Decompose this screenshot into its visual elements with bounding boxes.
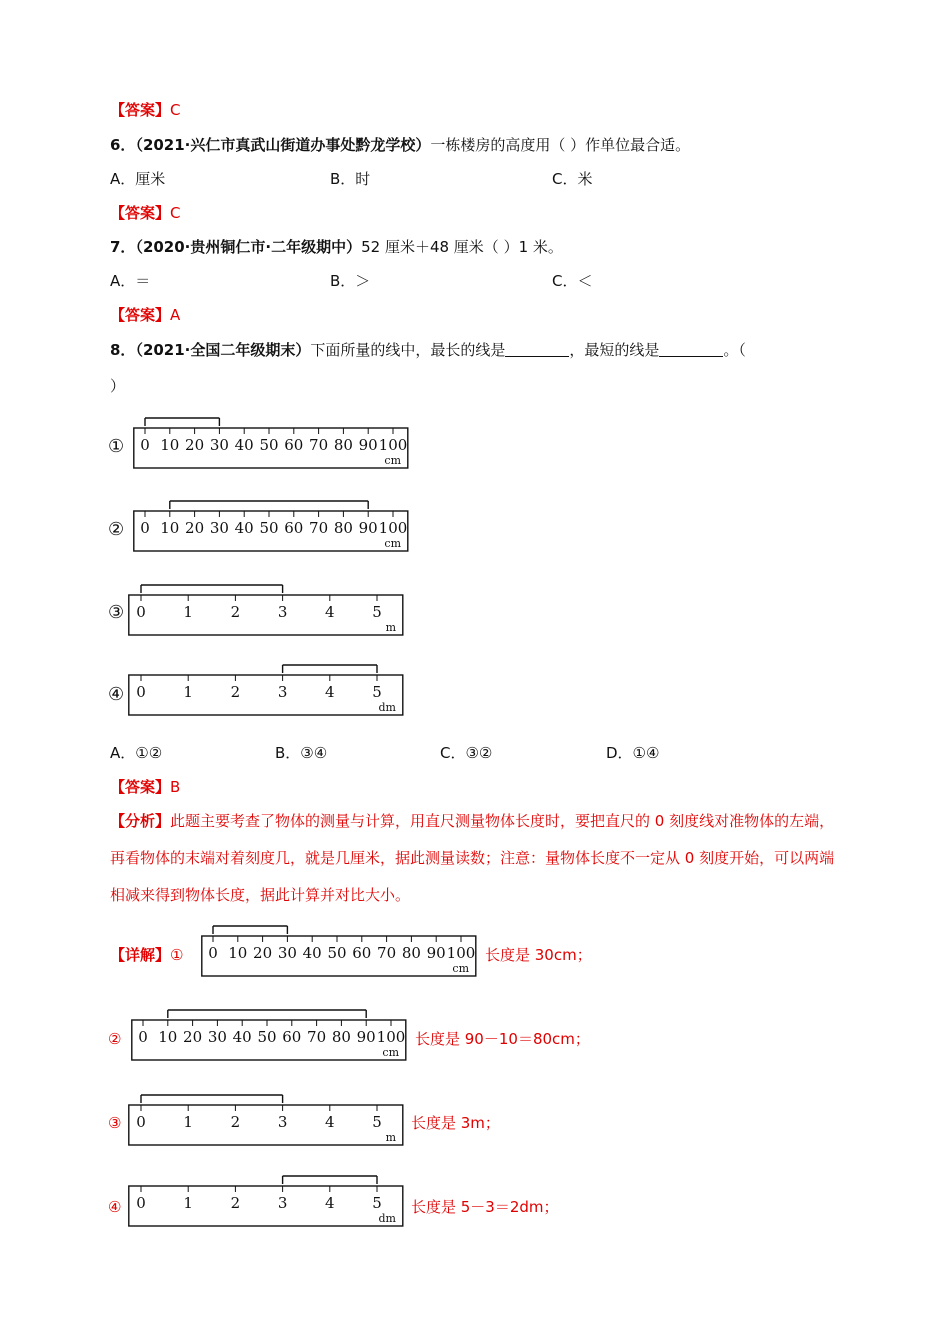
ruler-tick-label: 90 (356, 1028, 376, 1046)
answer-value: A (170, 306, 181, 324)
detail-mark-1: ① (170, 946, 184, 964)
ruler-tick-label: 0 (136, 1113, 146, 1131)
ruler-mark-1: ① (108, 436, 125, 457)
ruler-tick-label: 30 (209, 519, 229, 537)
ruler-tick-label: 90 (358, 436, 378, 454)
answer-label: 【答案】 (110, 778, 171, 796)
ruler-tick-label: 30 (207, 1028, 227, 1046)
ruler-mark-4: ④ (108, 684, 125, 705)
q8-option-a: A．①② (110, 744, 163, 762)
ruler-tick-label: 80 (331, 1028, 351, 1046)
answer-label: 【答案】 (110, 101, 171, 119)
answer-q5 (110, 100, 181, 120)
ruler-tick-label: 70 (377, 944, 397, 962)
question-source: （2021·全国二年级期末） (135, 341, 311, 359)
ruler-tick-label: 4 (325, 683, 335, 701)
ruler-tick-label: 80 (333, 519, 353, 537)
ruler-unit-label: m (385, 1131, 396, 1144)
ruler-svg (128, 661, 406, 717)
ruler-tick-label: 10 (160, 436, 180, 454)
q7-option-a: A．＝ (110, 272, 151, 290)
ruler-2 (133, 497, 411, 553)
q6-option-a: A．厘米 (110, 170, 166, 188)
question-8 (110, 340, 746, 360)
ruler-tick-label: 4 (325, 1113, 335, 1131)
ruler-tick-label: 40 (234, 436, 254, 454)
detail-row-1-label (110, 945, 183, 965)
detail-result-2: 长度是 90－10＝80cm； (415, 1030, 590, 1048)
answer-value: C (170, 101, 181, 119)
ruler-svg (128, 1172, 406, 1228)
ruler-tick-label: 10 (160, 519, 180, 537)
ruler-tick-label: 1 (183, 1113, 193, 1131)
detail-result-4: 长度是 5－3＝2dm； (411, 1198, 559, 1216)
ruler-tick-label: 40 (232, 1028, 252, 1046)
q7-option-b: B．＞ (330, 272, 371, 290)
detail-result-3: 长度是 3m； (411, 1114, 500, 1132)
ruler-tick-label: 5 (372, 1194, 382, 1212)
ruler-tick-label: 20 (253, 944, 273, 962)
detail-mark-4: ④ (108, 1198, 122, 1216)
ruler-tick-label: 20 (183, 1028, 203, 1046)
ruler-tick-label: 60 (352, 944, 372, 962)
ruler-tick-label: 5 (372, 1113, 382, 1131)
ruler-tick-label: 100 (378, 436, 408, 454)
ruler-tick-label: 90 (426, 944, 446, 962)
answer-q6 (110, 203, 181, 223)
q8-option-b: B．③④ (275, 744, 328, 762)
ruler-body (129, 1105, 403, 1145)
ruler-tick-label: 70 (309, 519, 329, 537)
ruler-body (129, 675, 403, 715)
ruler-svg (133, 497, 411, 553)
ruler-tick-label: 3 (277, 1113, 288, 1131)
ruler-tick-label: 60 (282, 1028, 302, 1046)
detail-ruler-4 (128, 1172, 406, 1228)
ruler-unit-label: dm (378, 1212, 396, 1225)
ruler-body (129, 1186, 403, 1226)
question-number: 8． (110, 341, 136, 359)
detail-mark-2: ② (108, 1030, 122, 1048)
question-text: 52 厘米＋48 厘米（ ）1 米。 (361, 238, 563, 256)
ruler-tick-label: 5 (372, 683, 382, 701)
ruler-mark-3: ③ (108, 602, 125, 623)
detail-ruler-2 (131, 1006, 409, 1062)
detail-ruler-1 (201, 922, 479, 978)
ruler-tick-label: 70 (307, 1028, 327, 1046)
ruler-tick-label: 10 (158, 1028, 178, 1046)
analysis-text: 此题主要考查了物体的测量与计算，用直尺测量物体长度时，要把直尺的 0 刻度线对准物体的左端，再看物体的末端对着刻度几，就是几厘米，据此测量读数；注意：量物体长度不一定从 0 刻度开始，可以两端相减来得到物体长度，据此计算并对比大小。 (110, 812, 835, 904)
analysis-label: 【分析】 (110, 812, 171, 830)
q7-option-c: C．＜ (552, 272, 593, 290)
ruler-tick-label: 2 (230, 1113, 241, 1131)
ruler-tick-label: 4 (325, 1194, 335, 1212)
question-source: （2021·兴仁市真武山街道办事处黔龙学校） (135, 136, 431, 154)
question-number: 7． (110, 238, 136, 256)
ruler-tick-label: 0 (136, 603, 146, 621)
ruler-tick-label: 1 (183, 683, 193, 701)
ruler-tick-label: 100 (446, 944, 476, 962)
ruler-tick-label: 3 (277, 683, 288, 701)
ruler-tick-label: 2 (230, 683, 241, 701)
ruler-tick-label: 100 (378, 519, 408, 537)
ruler-tick-label: 2 (230, 1194, 241, 1212)
ruler-tick-label: 0 (136, 683, 146, 701)
ruler-tick-label: 5 (372, 603, 382, 621)
detail-result-1: 长度是 30cm； (485, 946, 592, 964)
question-text-a: 下面所量的线中，最长的线是 (310, 341, 506, 359)
answer-q7 (110, 305, 180, 325)
ruler-tick-label: 10 (228, 944, 248, 962)
ruler-tick-label: 40 (302, 944, 322, 962)
answer-value: B (170, 778, 181, 796)
ruler-svg (201, 922, 479, 978)
detail-mark-3: ③ (108, 1114, 122, 1132)
q6-option-c: C．米 (552, 170, 593, 188)
ruler-tick-label: 0 (208, 944, 218, 962)
ruler-tick-label: 0 (138, 1028, 148, 1046)
ruler-tick-label: 0 (140, 519, 150, 537)
ruler-tick-label: 1 (183, 603, 193, 621)
ruler-3 (128, 581, 406, 637)
ruler-mark-2: ② (108, 519, 125, 540)
ruler-tick-label: 1 (183, 1194, 193, 1212)
answer-label: 【答案】 (110, 306, 171, 324)
ruler-tick-label: 100 (376, 1028, 406, 1046)
answer-value: C (170, 204, 181, 222)
ruler-tick-label: 40 (234, 519, 254, 537)
question-8-cont (110, 376, 125, 396)
ruler-svg (128, 581, 406, 637)
q8-option-d: D．①④ (606, 744, 660, 762)
ruler-tick-label: 60 (284, 519, 304, 537)
ruler-4 (128, 661, 406, 717)
ruler-unit-label: cm (452, 962, 469, 975)
ruler-tick-label: 20 (185, 436, 205, 454)
question-text-d: ） (110, 377, 126, 395)
question-text-b: ，最短的线是 (569, 341, 660, 359)
ruler-tick-label: 50 (327, 944, 347, 962)
ruler-tick-label: 3 (277, 1194, 288, 1212)
ruler-unit-label: m (385, 621, 396, 634)
ruler-unit-label: dm (378, 701, 396, 714)
ruler-tick-label: 60 (284, 436, 304, 454)
ruler-tick-label: 4 (325, 603, 335, 621)
answer-blank-longest (505, 341, 569, 357)
ruler-1 (133, 414, 411, 470)
ruler-tick-label: 50 (259, 436, 279, 454)
ruler-svg (128, 1091, 406, 1147)
ruler-tick-label: 3 (277, 603, 288, 621)
ruler-tick-label: 0 (140, 436, 150, 454)
question-text: 一栋楼房的高度用（ ）作单位最合适。 (430, 136, 691, 154)
detail-label: 【详解】 (110, 946, 171, 964)
ruler-unit-label: cm (382, 1046, 399, 1059)
question-7 (110, 237, 563, 257)
ruler-tick-label: 70 (309, 436, 329, 454)
ruler-svg (131, 1006, 409, 1062)
ruler-tick-label: 0 (136, 1194, 146, 1212)
ruler-svg (133, 414, 411, 470)
ruler-tick-label: 50 (257, 1028, 277, 1046)
analysis-paragraph (110, 803, 840, 914)
detail-ruler-3 (128, 1091, 406, 1147)
question-source: （2020·贵州铜仁市·二年级期中） (135, 238, 362, 256)
ruler-unit-label: cm (384, 537, 401, 550)
answer-blank-shortest (659, 341, 723, 357)
question-6 (110, 135, 690, 155)
question-number: 6． (110, 136, 136, 154)
ruler-body (129, 595, 403, 635)
ruler-tick-label: 80 (401, 944, 421, 962)
ruler-unit-label: cm (384, 454, 401, 467)
answer-label: 【答案】 (110, 204, 171, 222)
ruler-tick-label: 2 (230, 603, 241, 621)
question-text-c: 。（ (723, 341, 746, 359)
ruler-tick-label: 30 (209, 436, 229, 454)
ruler-tick-label: 90 (358, 519, 378, 537)
ruler-tick-label: 30 (277, 944, 297, 962)
answer-q8 (110, 777, 180, 797)
ruler-tick-label: 50 (259, 519, 279, 537)
q8-option-c: C．③② (440, 744, 493, 762)
ruler-tick-label: 80 (333, 436, 353, 454)
ruler-tick-label: 20 (185, 519, 205, 537)
q6-option-b: B．时 (330, 170, 371, 188)
